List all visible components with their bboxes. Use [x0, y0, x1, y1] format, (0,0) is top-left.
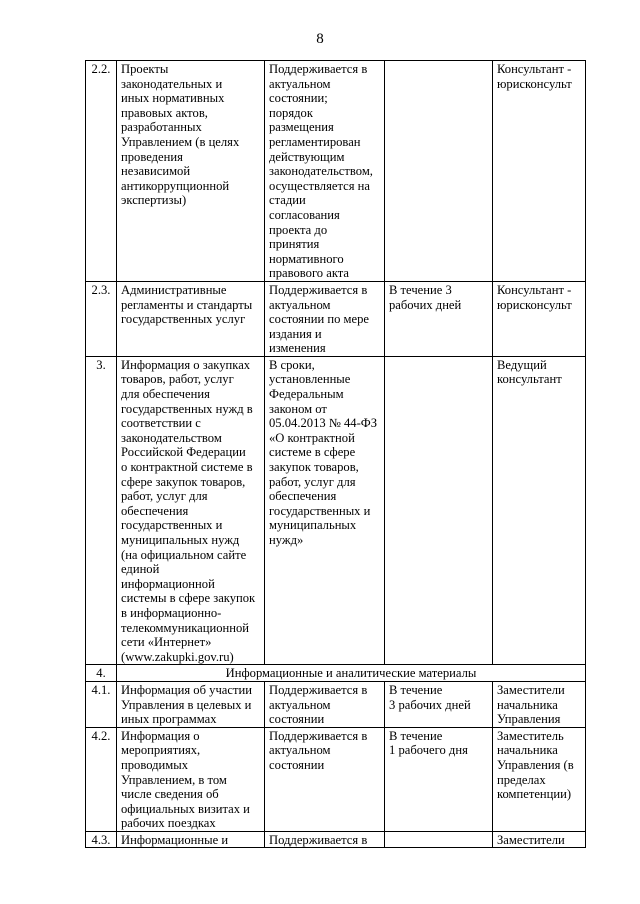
row-number: 2.3.: [86, 281, 117, 356]
section-number: 4.: [86, 665, 117, 682]
row-status: Поддерживается в актуальном состоянии: [265, 681, 385, 727]
row-status: Поддерживается в: [265, 831, 385, 848]
row-description: Информация о закупках товаров, работ, услуг для обеспечения государственных нужд в соответствии с законодательством Российской Федерации о контрактной системе в сфере закупок товаров, работ, услуг для обеспечения государственных и муниципальных нужд (на официальном сайте единой информационной системы в сфере закупок в информационно- телекоммуникационной сети «Интернет» (www.zakupki.gov.ru): [117, 356, 265, 664]
row-number: 3.: [86, 356, 117, 664]
row-period: [385, 61, 493, 282]
row-period: [385, 356, 493, 664]
row-responsible: Заместители: [493, 831, 586, 848]
row-period: В течение 3 рабочих дней: [385, 281, 493, 356]
row-responsible: Заместители начальника Управления: [493, 681, 586, 727]
table-row: [86, 61, 586, 282]
row-period: В течение 1 рабочего дня: [385, 727, 493, 831]
row-number: 4.3.: [86, 831, 117, 848]
table-row: [86, 356, 586, 664]
row-responsible: Заместитель начальника Управления (в пределах компетенции): [493, 727, 586, 831]
section-title: Информационные и аналитические материалы: [117, 665, 586, 682]
row-status: В сроки, установленные Федеральным законом от 05.04.2013 № 44-ФЗ «О контрактной системе в сфере закупок товаров, работ, услуг для обеспечения государственных и муниципальных нужд»: [265, 356, 385, 664]
row-responsible: Консультант - юрисконсульт: [493, 61, 586, 282]
row-status: Поддерживается в актуальном состоянии: [265, 727, 385, 831]
disclosure-table: [85, 60, 586, 848]
row-description: Проекты законодательных и иных нормативных правовых актов, разработанных Управлением (в целях проведения независимой антикоррупционной экспертизы): [117, 61, 265, 282]
table-row: [86, 831, 586, 848]
row-responsible: Ведущий консультант: [493, 356, 586, 664]
table-row: [86, 681, 586, 727]
row-description: Информация о мероприятиях, проводимых Управлением, в том числе сведения об официальных визитах и рабочих поездках: [117, 727, 265, 831]
row-number: 4.2.: [86, 727, 117, 831]
row-status: Поддерживается в актуальном состоянии по мере издания и изменения: [265, 281, 385, 356]
row-number: 2.2.: [86, 61, 117, 282]
row-description: Административные регламенты и стандарты государственных услуг: [117, 281, 265, 356]
row-description: Информационные и: [117, 831, 265, 848]
page-number: 8: [316, 31, 324, 47]
row-responsible: Консультант - юрисконсульт: [493, 281, 586, 356]
row-description: Информация об участии Управления в целевых и иных программах: [117, 681, 265, 727]
row-period: В течение 3 рабочих дней: [385, 681, 493, 727]
table-row: [86, 727, 586, 831]
table-row: [86, 281, 586, 356]
section-row: [86, 665, 586, 682]
row-period: [385, 831, 493, 848]
row-number: 4.1.: [86, 681, 117, 727]
row-status: Поддерживается в актуальном состоянии; порядок размещения регламентирован действующим законодательством, осуществляется на стадии согласования проекта до принятия нормативного правового акта: [265, 61, 385, 282]
